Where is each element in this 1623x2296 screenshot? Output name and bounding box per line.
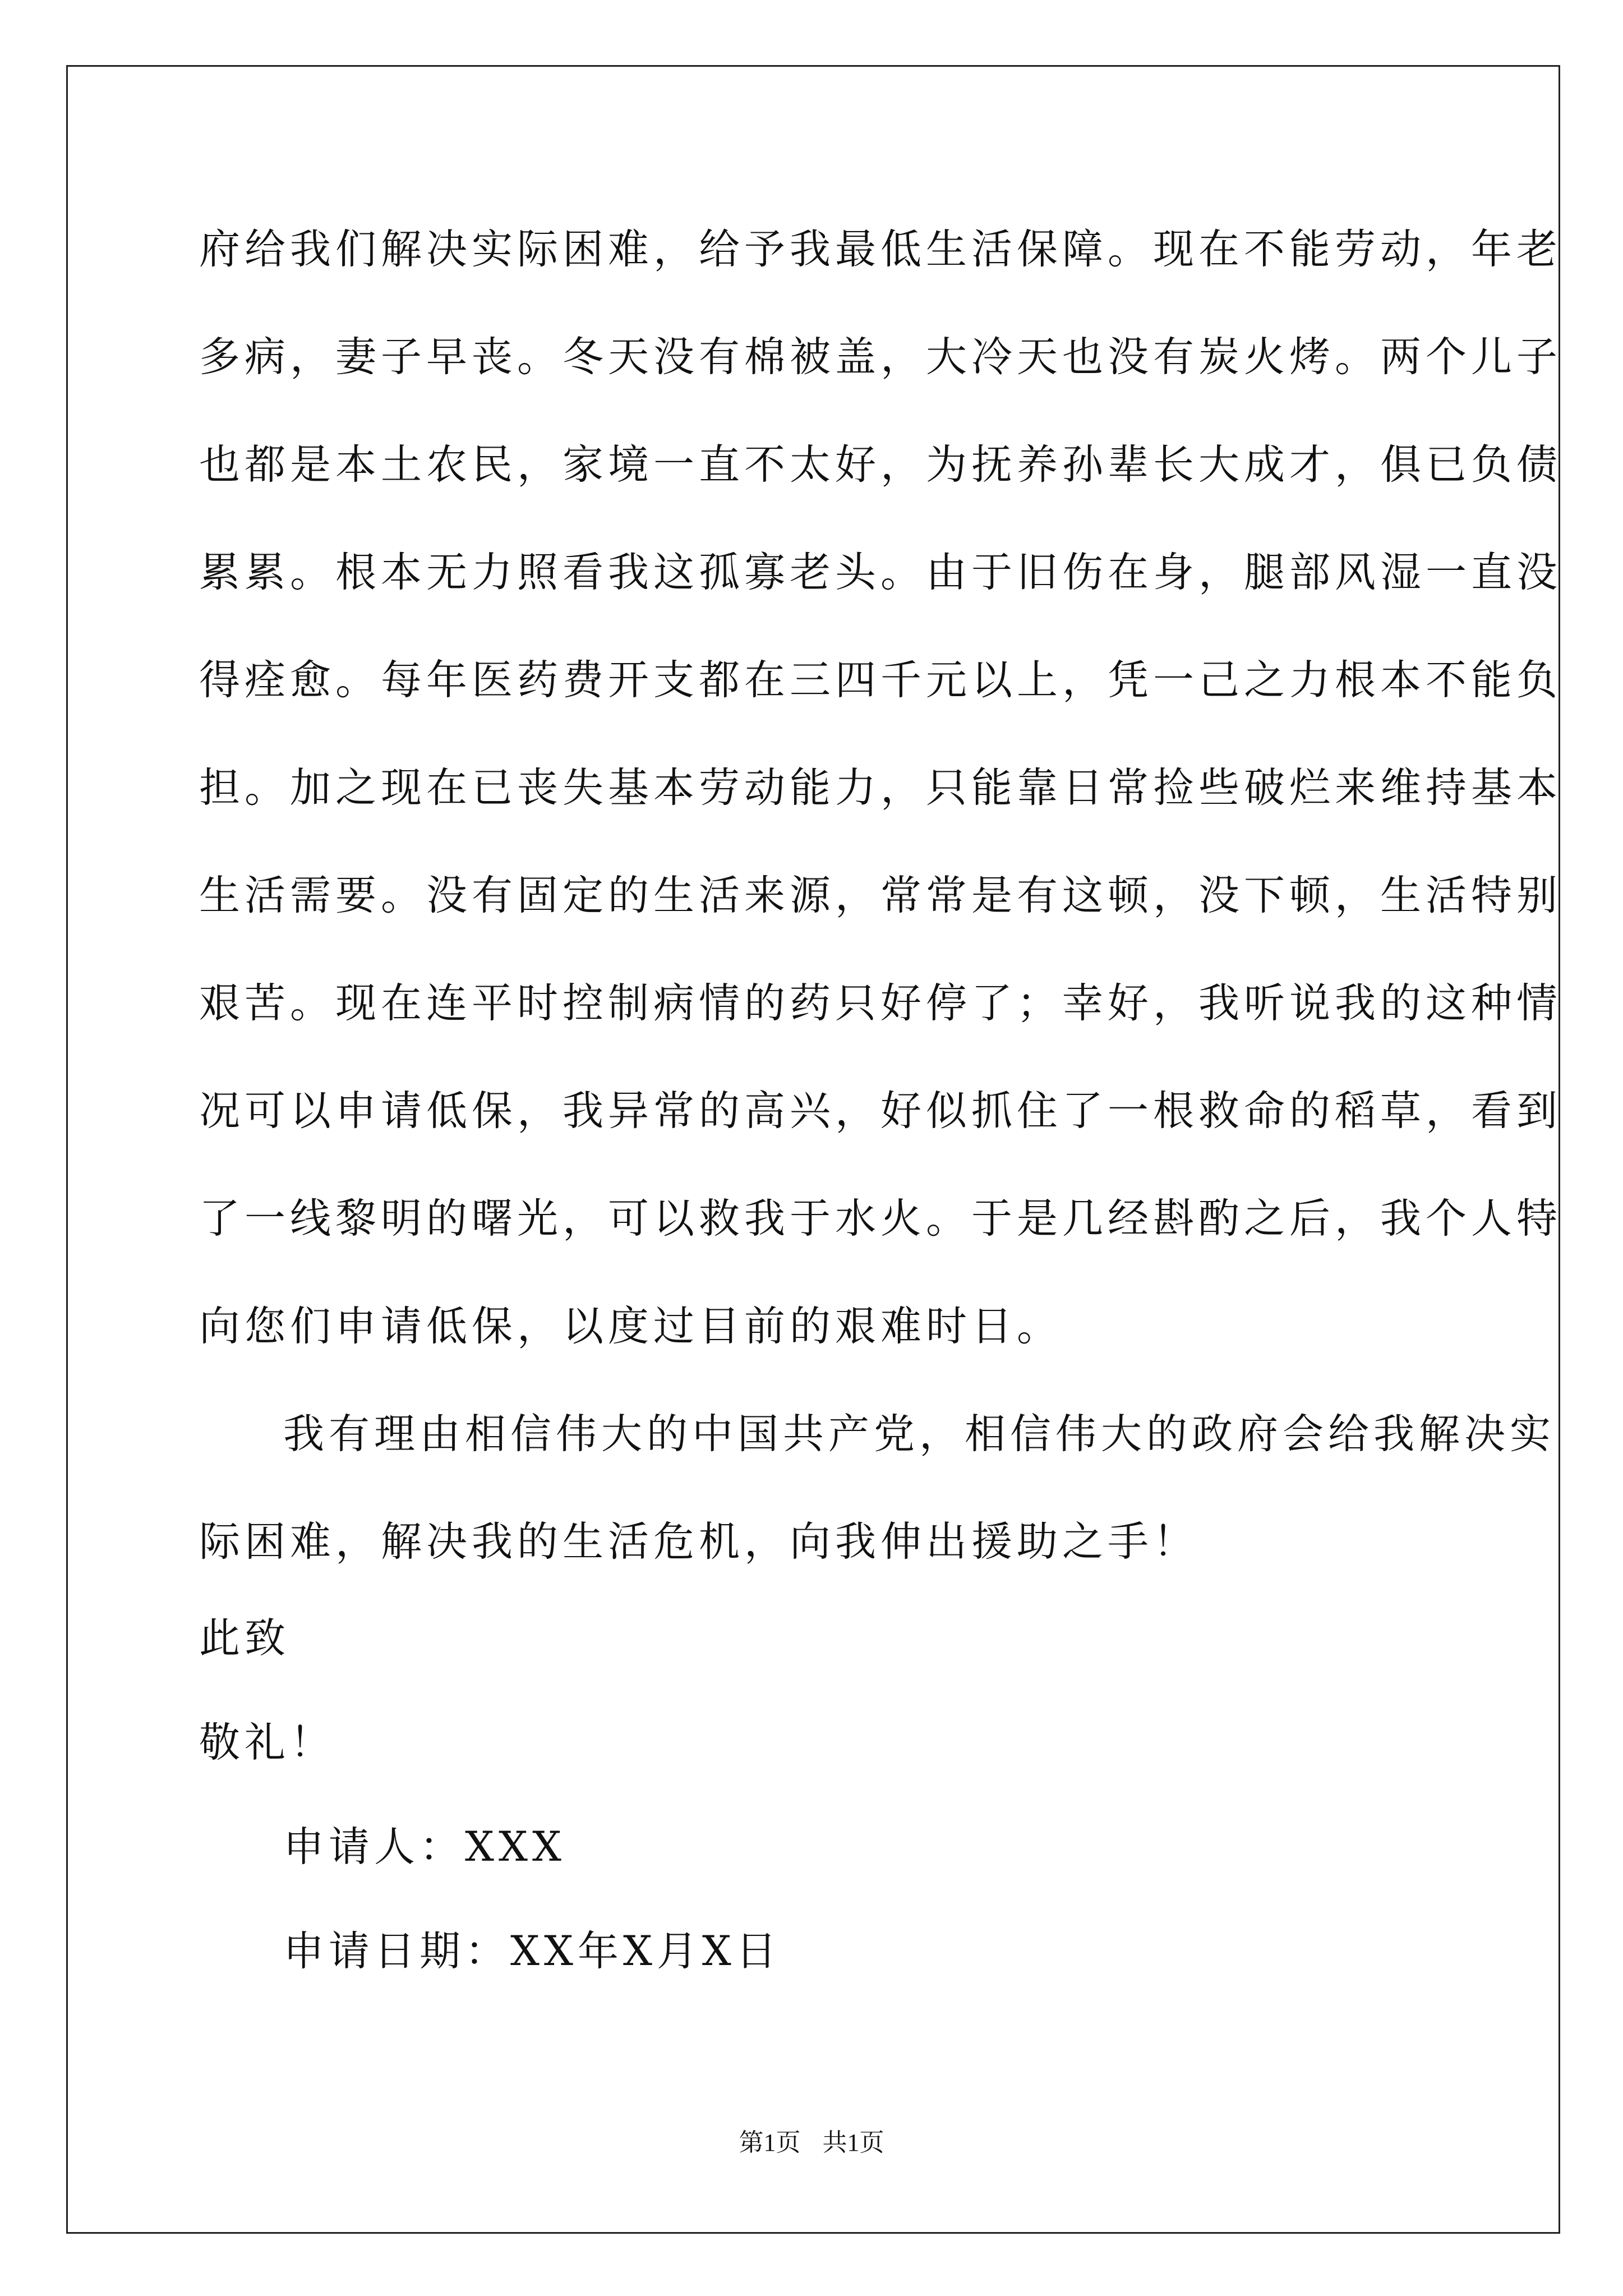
paragraph-line: 了一线黎明的曙光，可以救我于水火。于是几经斟酌之后，我个人特 (199, 1195, 1562, 1243)
paragraph-line: 府给我们解决实际困难，给予我最低生活保障。现在不能劳动，年老 (199, 226, 1562, 273)
paragraph-line: 向您们申请低保，以度过目前的艰难时日。 (199, 1303, 1062, 1350)
page-total: 共1页 (822, 2129, 884, 2156)
application-date: 申请日期：XX年X月X日 (283, 1927, 781, 1975)
paragraph-line: 累累。根本无力照看我这孤寡老头。由于旧伤在身，腿部风湿一直没 (199, 549, 1562, 596)
paragraph-line: 担。加之现在已丧失基本劳动能力，只能靠日常捡些破烂来维持基本 (199, 764, 1562, 812)
page-border (66, 65, 1560, 2234)
page-number: 第1页 (739, 2129, 801, 2156)
paragraph-line: 也都是本土农民，家境一直不太好，为抚养孙辈长大成才，俱已负债 (199, 441, 1562, 489)
closing: 此致 (199, 1614, 290, 1662)
page-footer (0, 2126, 1623, 2160)
applicant: 申请人：XXX (283, 1823, 566, 1871)
paragraph-line: 得痊愈。每年医药费开支都在三四千元以上，凭一己之力根本不能负 (199, 656, 1562, 704)
paragraph-line: 艰苦。现在连平时控制病情的药只好停了；幸好，我听说我的这种情 (199, 979, 1562, 1027)
paragraph-line: 生活需要。没有固定的生活来源，常常是有这顿，没下顿，生活特别 (199, 872, 1562, 919)
paragraph-line: 况可以申请低保，我异常的高兴，好似抓住了一根救命的稻草，看到 (199, 1087, 1562, 1135)
paragraph-line: 际困难，解决我的生活危机，向我伸出援助之手！ (199, 1518, 1198, 1566)
paragraph-line: 多病，妻子早丧。冬天没有棉被盖，大冷天也没有炭火烤。两个儿子 (199, 333, 1562, 381)
paragraph-line: 我有理由相信伟大的中国共产党，相信伟大的政府会给我解决实 (283, 1410, 1555, 1458)
salute: 敬礼！ (199, 1719, 335, 1766)
